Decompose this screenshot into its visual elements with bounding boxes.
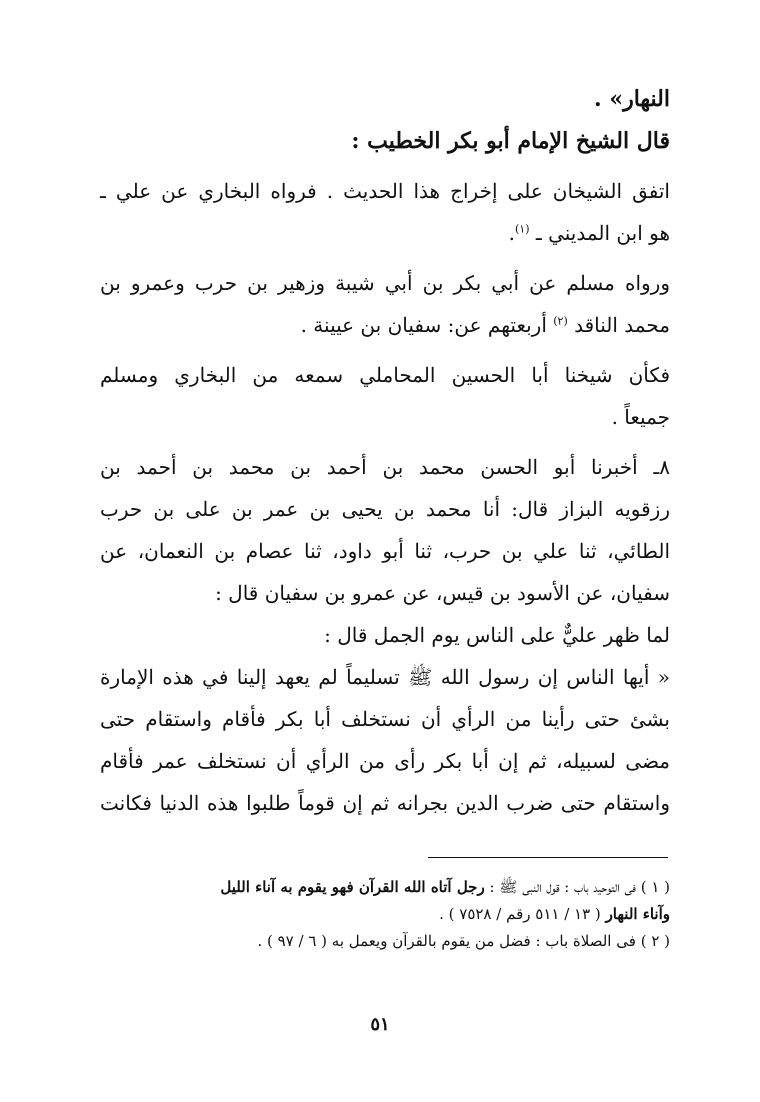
text-line: فكأن شيخنا أبا الحسين المحاملي سمعه من البخاري ومسلم <box>100 363 670 387</box>
text-line: ٨ـ أخبرنا أبو الحسن محمد بن أحمد بن محمد بن أحمد بن <box>100 455 671 479</box>
text-line: مضى لسبيله، ثم إن أبا بكر رأى من الرأي أن نستخلف عمر فأقام <box>100 749 670 773</box>
text-line: « أيها الناس إن رسول الله ﷺ تسليماً لم يعهد إلينا في هذه الإمارة <box>100 665 670 689</box>
text-fragment: أربعتهم عن: سفيان بن عيينة . <box>300 313 547 337</box>
footnote-2 <box>100 928 670 955</box>
footnote-1 <box>100 874 670 901</box>
footnote-quote: وآناء النهار <box>605 905 670 923</box>
text-line: سفيان، عن الأسود بن قيس، عن عمرو بن سفيان قال : <box>215 581 670 605</box>
footnote-quote: رجل آتاه الله القرآن فهو يقوم به آناء الليل <box>220 878 485 896</box>
text-line: واستقام حتى ضرب الدين بجرانه ثم إن قوماً طلبوا هذه الدنيا فكانت <box>100 791 670 815</box>
text-line: لما ظهر عليٌّ على الناس يوم الجمل قال : <box>324 623 670 647</box>
text-line: بشئ حتى رأينا من الرأي أن نستخلف أبا بكر فأقام واستقام حتى <box>100 707 670 731</box>
footnote-number: ( ٢ ) <box>640 932 670 950</box>
footnote-citation: ( ١٣ / ٥١١ رقم / ٧٥٢٨ ) . <box>439 905 601 923</box>
text-line <box>100 304 670 346</box>
page-number: ٥١ <box>370 1014 390 1035</box>
footnote-ref-1: (١) <box>514 222 530 236</box>
footnote-1-cont <box>100 901 670 928</box>
text-line: جميعاً . <box>611 405 670 429</box>
footnote-ref-2: (٢) <box>553 314 568 328</box>
footnote-text: فى الصلاة باب : فضل من يقوم بالقرآن ويعمل به ( ٦ / ٩٧ ) . <box>257 932 636 950</box>
text-fragment: . <box>508 221 515 245</box>
section-heading: قال الشيخ الإمام أبو بكر الخطيب : <box>351 128 670 154</box>
text-line: الطائي، ثنا علي بن حرب، ثنا أبو داود، ثنا عصام بن النعمان، عن <box>100 539 670 563</box>
footnote-divider <box>428 857 668 858</box>
footnote-text: فى التوحيد باب : قول النبى ﷺ : <box>489 878 636 896</box>
footnotes <box>100 874 670 955</box>
text-line <box>100 212 670 254</box>
text-line: رزقويه البزاز قال: أنا محمد بن يحيى بن عمر بن على بن حرب <box>100 497 670 521</box>
text-line: ورواه مسلم عن أبي بكر بن أبي شيبة وزهير بن حرب وعمرو بن <box>100 271 670 295</box>
footnote-number: ( ١ ) <box>640 878 670 896</box>
main-text <box>100 78 670 824</box>
text-line: اتفق الشيخان على إخراج هذا الحديث . فرواه البخاري عن علي ـ <box>100 179 670 203</box>
text-line: النهار» . <box>594 86 670 112</box>
text-fragment: هو ابن المديني ـ <box>535 221 670 245</box>
text-fragment: محمد الناقد <box>574 313 670 337</box>
